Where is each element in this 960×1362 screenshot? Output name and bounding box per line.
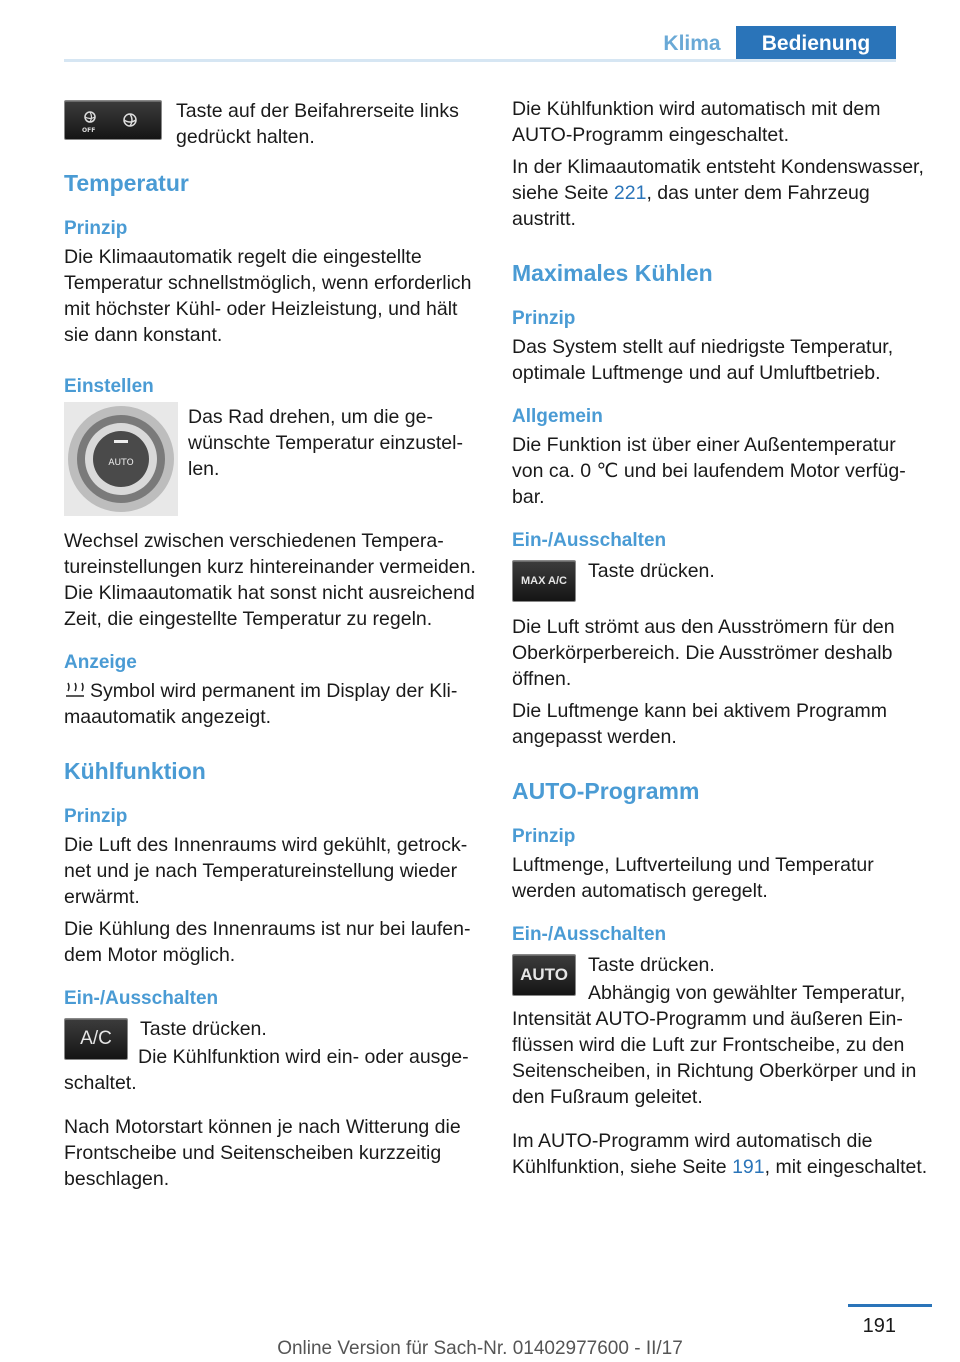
max-ac-row	[512, 556, 930, 602]
heading-kuehlfunktion: Kühlfunktion	[64, 758, 206, 784]
ac-button-icon: A/C	[64, 1018, 128, 1060]
subheading-ein-ausschalten: Ein-/Ausschalten	[64, 988, 219, 1009]
max-ac-button-icon: MAX A/C	[512, 560, 576, 602]
header-chapter-tab[interactable]: Bedienung	[736, 26, 896, 62]
luftmenge-text: Die Luftmenge kann bei aktivem Programm angepasst werden.	[512, 700, 888, 748]
footer-online-version: Online Version für Sach-Nr. 01402977600 - II/17	[277, 1338, 683, 1359]
intro-text: Taste auf der Beifahrerseite links gedrückt halten.	[176, 100, 459, 148]
ac-text1: Taste drücken.	[140, 1018, 267, 1040]
kuehl-prinzip-text2: Die Kühlung des Innenraums ist nur bei laufendem Motor möglich.	[64, 918, 471, 966]
temperature-knob-icon	[64, 402, 178, 516]
page-link-221[interactable]: 221	[613, 182, 647, 204]
nach-motorstart-text: Nach Motorstart können je nach Witterung die Frontscheibe und Seitenscheiben kurzzeitig beschlagen.	[64, 1116, 461, 1190]
subheading-prinzip: Prinzip	[64, 806, 128, 827]
svg-text:OFF: OFF	[82, 127, 96, 134]
knob-auto-label: AUTO	[108, 458, 134, 468]
subheading-anzeige: Anzeige	[64, 652, 137, 673]
subheading-prinzip: Prinzip	[512, 308, 576, 329]
subheading-prinzip: Prinzip	[512, 826, 576, 847]
fan-off-button-icon	[64, 100, 162, 140]
subheading-ein-ausschalten: Ein-/Ausschalten	[512, 924, 667, 945]
luft-text: Die Luft strömt aus den Ausströmern für den Oberkörperbereich. Die Ausströmer deshalb öffnen.	[512, 616, 895, 690]
temperatur-prinzip-text: Die Klimaautomatik regelt die eingestellte Temperatur schnellstmöglich, wenn erforderlich mit höchster Kühl- oder Heizleistung, und hält sie dann konstant.	[64, 246, 472, 346]
wechsel-text: Wechsel zwischen verschiedenen Temperatureinstellungen kurz hintereinander vermeiden. Die Klimaautomatik hat sonst nicht ausreichend Zeit, die eingestellte Temperatur zu regeln.	[64, 530, 476, 630]
max-prinzip-text: Das System stellt auf niedrigste Temperatur, optimale Luftmenge und auf Umluftbetrieb.	[512, 336, 894, 384]
intro-row	[64, 96, 484, 156]
allgemein-text: Die Funktion ist über einer Außentemperatur von ca. 0 ℃ und bei laufendem Motor verfügbar.	[512, 434, 906, 508]
einstellen-text: Das Rad drehen, um die gewünschte Temperatur einzustellen.	[188, 406, 463, 480]
cooling-symbol-icon	[64, 681, 86, 699]
auto-final-before: Im AUTO-Programm wird automatisch die Kühlfunktion, siehe Seite	[512, 1130, 873, 1178]
anzeige-paragraph	[64, 678, 484, 730]
left-column	[64, 96, 484, 1198]
subheading-einstellen: Einstellen	[64, 376, 154, 397]
auto-prinzip-text: Luftmenge, Luftverteilung und Temperatur werden automatisch geregelt.	[512, 854, 874, 902]
kondens-paragraph	[512, 154, 930, 232]
auto-ein-text1: Taste drücken.	[588, 954, 715, 976]
ac-text2: Die Kühlfunktion wird ein- oder ausgeschaltet.	[64, 1046, 469, 1094]
heading-maximales-kuehlen: Maximales Kühlen	[512, 260, 713, 286]
kuehl-prinzip-text1: Die Luft des Innenraums wird gekühlt, getrocknet und je nach Temperatureinstellung wieder erwärmt.	[64, 834, 468, 908]
page-number: 191	[862, 1315, 896, 1337]
header-divider	[64, 59, 896, 62]
auto-final-after: , mit eingeschaltet.	[764, 1156, 928, 1178]
heading-auto-programm: AUTO-Programm	[512, 778, 700, 804]
kondens-text-before: In der Klimaautomatik entsteht Kondenswasser, siehe Seite	[512, 156, 924, 204]
footer-divider	[848, 1304, 932, 1307]
auto-final-paragraph	[512, 1128, 930, 1180]
header-section-tab[interactable]: Klima	[663, 32, 721, 55]
max-ein-text: Taste drücken.	[588, 560, 715, 582]
auto-ein-text2: Abhängig von gewählter Temperatur, Intensität AUTO-Programm und äußeren Einflüssen wird die Luft zur Frontscheibe, zu den Seitenscheiben, in Richtung Oberkörper und in den Fußraum geleitet.	[512, 982, 917, 1108]
subheading-allgemein: Allgemein	[512, 406, 603, 427]
auto-text: Die Kühlfunktion wird automatisch mit dem AUTO-Programm eingeschaltet.	[512, 98, 881, 146]
right-column	[512, 96, 930, 1186]
einstellen-row	[64, 402, 484, 516]
anzeige-text: Symbol wird permanent im Display der Klimaautomatik angezeigt.	[64, 680, 458, 728]
kondens-text-after: , das unter dem Fahrzeug austritt.	[512, 182, 870, 230]
page-link-191[interactable]: 191	[732, 1156, 765, 1178]
heading-temperatur: Temperatur	[64, 170, 189, 196]
auto-button-icon: AUTO	[512, 954, 576, 996]
subheading-ein-ausschalten: Ein-/Ausschalten	[512, 530, 667, 551]
subheading-prinzip: Prinzip	[64, 218, 128, 239]
